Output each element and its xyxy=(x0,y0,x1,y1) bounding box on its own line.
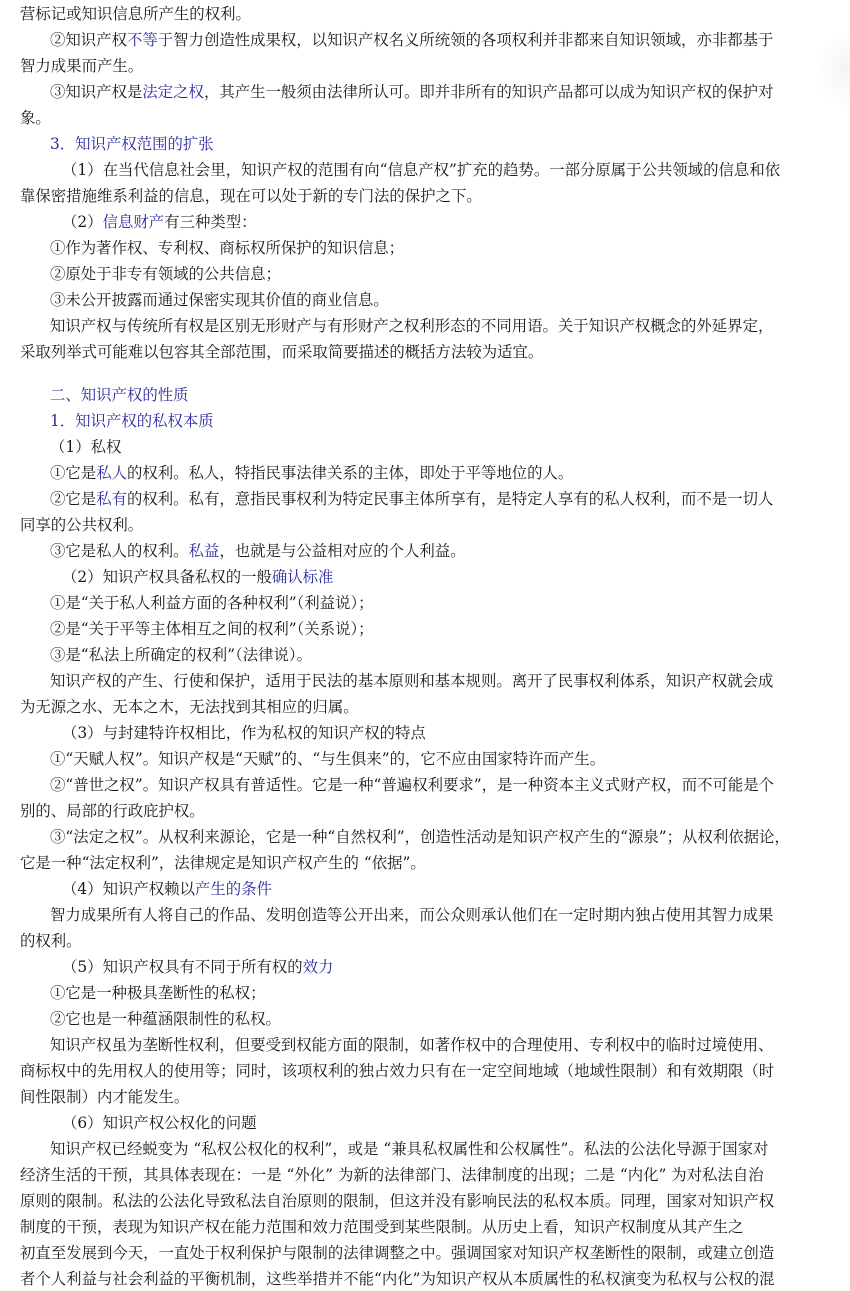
text-span: （2）知识产权具备私权的一般 xyxy=(62,568,272,586)
text-span: 原则的限制。私法的公法化导致私法自治原则的限制，但这并没有影响民法的私权本质。同理，国家对知识产权 xyxy=(20,1192,775,1210)
highlighted-term: 不等于 xyxy=(126,31,174,49)
text-span: 间性限制）内才能发生。 xyxy=(20,1088,190,1106)
text-line xyxy=(0,236,850,260)
text-line xyxy=(0,54,850,78)
text-line xyxy=(0,513,850,537)
text-span: ①作为著作权、专利权、商标权所保护的知识信息； xyxy=(50,239,404,257)
text-line xyxy=(0,1059,850,1083)
text-span: （5）知识产权具有不同于所有权的 xyxy=(62,958,303,976)
text-line xyxy=(0,773,850,797)
text-line xyxy=(0,955,850,979)
text-span: 经济生活的干预，其具体表现在：一是 “外化” 为新的法律部门、法律制度的出现；二是 “内化” 为对私法自治 xyxy=(20,1166,764,1184)
text-span: ③是“私法上所确定的权利”（法律说）。 xyxy=(50,646,312,664)
text-line xyxy=(0,1189,850,1213)
text-line xyxy=(0,1085,850,1109)
text-line xyxy=(0,721,850,745)
text-line xyxy=(0,1137,850,1161)
text-line xyxy=(0,539,850,563)
text-span: ③未公开披露而通过保密实现其价值的商业信息。 xyxy=(50,291,389,309)
highlighted-term: 产生的条件 xyxy=(194,880,272,898)
text-span: （2） xyxy=(62,213,103,231)
text-span: 靠保密措施维系利益的信息，现在可以处于新的专门法的保护之下。 xyxy=(20,187,482,205)
text-line xyxy=(0,435,850,459)
section-heading xyxy=(0,409,850,433)
text-line xyxy=(0,1267,850,1291)
text-span: ③“法定之权”。从权利来源论，它是一种“自然权利”，创造性活动是知识产权产生的“源泉”；从权利依据论， xyxy=(50,828,790,846)
text-line xyxy=(0,903,850,927)
text-span: 知识产权虽为垄断性权利，但要受到权能方面的限制，如著作权中的合理使用、专利权中的临时过境使用、 xyxy=(50,1036,774,1054)
text-line xyxy=(0,158,850,182)
highlighted-term: 私益 xyxy=(188,542,220,560)
text-span: （6）知识产权公权化的问题 xyxy=(62,1114,257,1132)
text-span: ②是“关于平等主体相互之间的权利”（关系说）； xyxy=(50,620,374,638)
text-line xyxy=(0,2,850,26)
text-span: 智力成果而产生。 xyxy=(20,57,144,75)
text-line xyxy=(0,1033,850,1057)
text-span: 知识产权已经蜕变为 “私权公权化的权利”，或是 “兼具私权属性和公权属性”。私法的公法化导源于国家对 xyxy=(50,1140,769,1158)
text-line xyxy=(0,1111,850,1135)
text-span: （1）在当代信息社会里，知识产权的范围有向“信息产权”扩充的趋势。一部分原属于公共领域的信息和依 xyxy=(62,161,781,179)
text-span: 初直至发展到今天，一直处于权利保护与限制的法律调整之中。强调国家对知识产权垄断性的限制，或建立创造 xyxy=(20,1244,775,1262)
text-span: 知识产权的产生、行使和保护，适用于民法的基本原则和基本规则。离开了民事权利体系，知识产权就会成 xyxy=(50,672,774,690)
text-line xyxy=(0,747,850,771)
text-span: 制度的干预，表现为知识产权在能力范围和效力范围受到某些限制。从历史上看，知识产权制度从其产生之 xyxy=(20,1218,744,1236)
text-span: ①它是 xyxy=(50,464,97,482)
text-span: ②它也是一种蕴涵限制性的私权。 xyxy=(50,1010,281,1028)
text-span: 的权利。私有，意指民事权利为特定民事主体所享有，是特定人享有的私人权利，而不是一切人 xyxy=(126,490,774,508)
text-span: （1）私权 xyxy=(50,438,122,456)
text-line xyxy=(0,487,850,511)
text-span: 的权利。 xyxy=(20,932,82,950)
text-span: 有三种类型： xyxy=(164,213,257,231)
highlighted-term: 信息财产 xyxy=(102,213,165,231)
text-line xyxy=(0,877,850,901)
text-span: 同享的公共权利。 xyxy=(20,516,144,534)
highlighted-term: 私人 xyxy=(96,464,127,482)
text-line xyxy=(0,669,850,693)
section-heading xyxy=(0,383,850,407)
text-line xyxy=(0,288,850,312)
text-line xyxy=(0,106,850,130)
text-line xyxy=(0,1241,850,1265)
text-line xyxy=(0,695,850,719)
text-span: 象。 xyxy=(20,109,51,127)
text-span: 它是一种“法定权利”，法律规定是知识产权产生的 “依据”。 xyxy=(20,854,426,872)
text-line xyxy=(0,1215,850,1239)
text-span: 知识产权与传统所有权是区别无形财产与有形财产之权利形态的不同用语。关于知识产权概念的外延界定， xyxy=(50,317,774,335)
text-line xyxy=(0,314,850,338)
text-span: ②原处于非专有领域的公共信息； xyxy=(50,265,281,283)
text-line xyxy=(0,1163,850,1187)
text-span: 智力创造性成果权，以知识产权名义所统领的各项权利并非都来自知识领域，亦非都基于 xyxy=(173,31,774,49)
text-span: 智力成果所有人将自己的作品、发明创造等公开出来，而公众则承认他们在一定时期内独占使用其智力成果 xyxy=(50,906,774,924)
text-span: ③它是私人的权利。 xyxy=(50,542,189,560)
text-span: 二、知识产权的性质 xyxy=(50,386,189,404)
text-line xyxy=(0,461,850,485)
text-line xyxy=(0,981,850,1005)
text-line xyxy=(0,617,850,641)
text-line xyxy=(0,565,850,589)
text-line xyxy=(0,643,850,667)
text-line xyxy=(0,80,850,104)
text-span: 的权利。私人，特指民事法律关系的主体，即处于平等地位的人。 xyxy=(126,464,574,482)
text-line xyxy=(0,262,850,286)
text-line xyxy=(0,28,850,52)
text-line xyxy=(0,1007,850,1031)
text-line xyxy=(0,591,850,615)
text-line xyxy=(0,210,850,234)
text-span: ②“普世之权”。知识产权具有普适性。它是一种“普遍权利要求”，是一种资本主义式财产权，而不可能是个 xyxy=(50,776,775,794)
section-heading xyxy=(0,132,850,156)
text-line xyxy=(0,851,850,875)
text-line xyxy=(0,799,850,823)
text-span: ①“天赋人权”。知识产权是“天赋”的、“与生俱来”的，它不应由国家特许而产生。 xyxy=(50,750,606,768)
text-line xyxy=(0,340,850,364)
text-span: 别的、局部的行政庇护权。 xyxy=(20,802,205,820)
text-span: ，其产生一般须由法律所认可。即并非所有的知识产品都可以成为知识产权的保护对 xyxy=(203,83,774,101)
text-span: 为无源之水、无本之木，无法找到其相应的归属。 xyxy=(20,698,359,716)
text-span: 3．知识产权范围的扩张 xyxy=(50,135,214,153)
text-span: ②知识产权 xyxy=(50,31,127,49)
highlighted-term: 私有 xyxy=(96,490,127,508)
highlighted-term: 效力 xyxy=(302,958,334,976)
text-span: 者个人利益与社会利益的平衡机制，这些举措并不能“内化”为知识产权从本质属性的私权演变为私权与公权的混 xyxy=(20,1270,775,1288)
text-span: ，也就是与公益相对应的个人利益。 xyxy=(219,542,466,560)
text-span: ②它是 xyxy=(50,490,97,508)
text-span: （4）知识产权赖以 xyxy=(62,880,195,898)
text-line xyxy=(0,184,850,208)
highlighted-term: 确认标准 xyxy=(271,568,334,586)
text-span: 营标记或知识信息所产生的权利。 xyxy=(20,5,251,23)
text-span: ③知识产权是 xyxy=(50,83,143,101)
text-span: 商标权中的先用权人的使用等；同时，该项权利的独占效力只有在一定空间地域（地域性限制）和有效期限（时 xyxy=(20,1062,775,1080)
text-span: （3）与封建特许权相比，作为私权的知识产权的特点 xyxy=(62,724,426,742)
text-line xyxy=(0,929,850,953)
text-line xyxy=(0,825,850,849)
text-span: ①是“关于私人利益方面的各种权利”（利益说）； xyxy=(50,594,374,612)
text-span: ①它是一种极具垄断性的私权； xyxy=(50,984,266,1002)
text-span: 采取列举式可能难以包容其全部范围，而采取简要描述的概括方法较为适宜。 xyxy=(20,343,544,361)
text-span: 1．知识产权的私权本质 xyxy=(50,412,214,430)
highlighted-term: 法定之权 xyxy=(142,83,204,101)
